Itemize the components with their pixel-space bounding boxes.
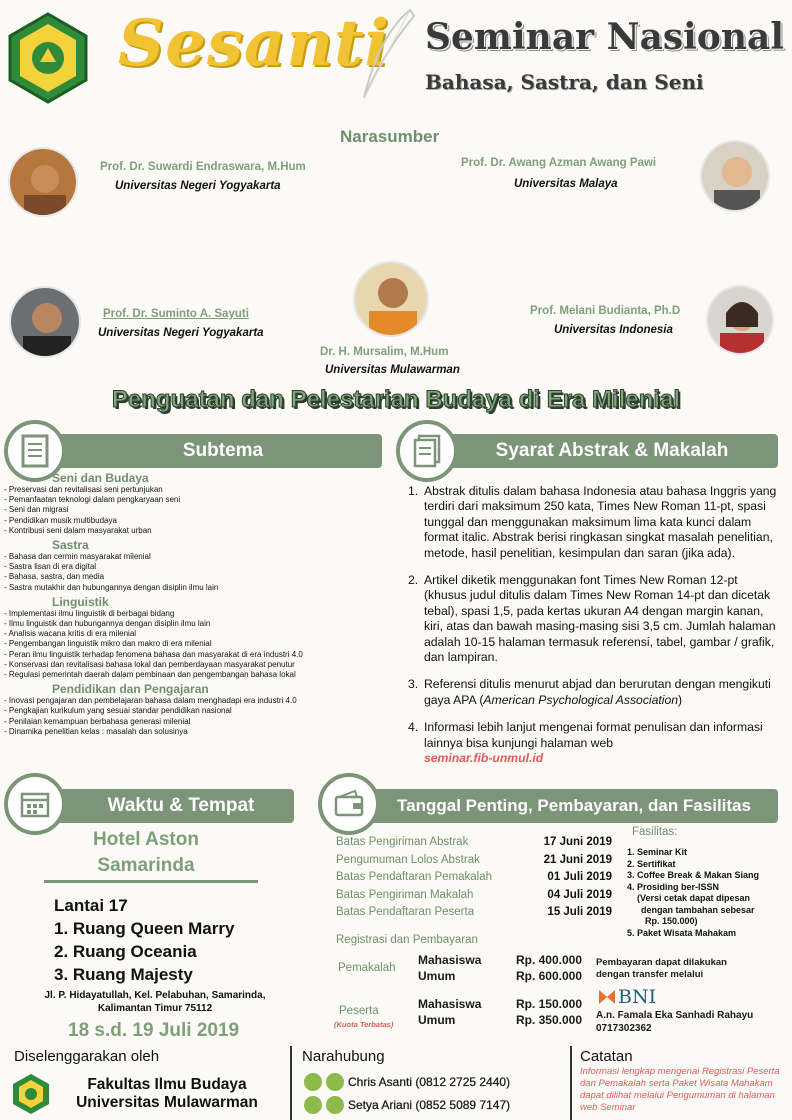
list-item: - Kontribusi seni dalam masyarakat urban xyxy=(4,525,152,535)
subtema-items xyxy=(4,485,390,536)
list-item: - Konservasi dan revitalisasi bahasa lokal dan pemberdayaan masyarakat penutur xyxy=(4,659,295,669)
speaker-university-2: Universitas Malaya xyxy=(514,178,618,190)
whatsapp-icon xyxy=(326,1073,344,1091)
list-item: 4. Prosiding ber-ISSN xyxy=(627,881,720,892)
registration-heading: Registrasi dan Pembayaran xyxy=(336,934,478,946)
address-line-2: Kalimantan Timur 75112 xyxy=(97,1003,213,1014)
speaker-name-3: Prof. Dr. Suminto A. Sayuti xyxy=(103,308,249,320)
seminar-subtitle: Bahasa, Sastra, dan Seni xyxy=(425,70,704,94)
list-item: - Sastra lisan di era digital xyxy=(4,562,97,572)
venue-line-2: Samarinda xyxy=(97,855,195,876)
list-item: - Pemanfaatan teknologi dalam pengkaryaan seni xyxy=(4,495,181,505)
contact-row[interactable] xyxy=(304,1096,510,1114)
payment-line-2: dengan transfer melalui xyxy=(596,969,704,980)
seminar-theme: Penguatan dan Pelestarian Budaya di Era Milenial xyxy=(111,386,681,413)
speaker-name-2: Prof. Dr. Awang Azman Awang Pawi xyxy=(461,157,657,169)
account-number: 0717302362 xyxy=(596,1023,652,1034)
speaker-university-3: Universitas Negeri Yogyakarta xyxy=(98,327,264,339)
speaker-photo-2 xyxy=(700,140,770,212)
list-item: - Inovasi pengajaran dan pembelajaran bahasa dalam menghadapi era industri 4.0 xyxy=(4,696,297,706)
footer-divider xyxy=(570,1046,572,1120)
date-value: 04 Juli 2019 xyxy=(547,888,612,901)
date-label: Batas Pengiriman Abstrak xyxy=(336,836,469,848)
floor-label: Lantai 17 xyxy=(54,896,128,915)
room-item: 1. Ruang Queen Marry xyxy=(54,919,235,938)
list-item: - Bahasa, sastra, dan media xyxy=(4,572,105,582)
speaker-name-4: Dr. H. Mursalim, M.Hum xyxy=(320,346,449,358)
list-item: - Preservasi dan revitalisasi seni pertunjukan xyxy=(4,485,163,494)
date-row xyxy=(336,889,612,907)
item-number: 1. xyxy=(408,484,419,498)
footer-divider xyxy=(290,1046,292,1120)
pemakalah-prices xyxy=(418,952,582,984)
price-row xyxy=(418,996,582,1012)
apa-italic: American Psychological Association xyxy=(483,692,679,707)
list-item xyxy=(408,720,780,766)
price-value: Rp. 150.000 xyxy=(515,997,582,1011)
item-number: 4. xyxy=(408,720,419,735)
contact-heading: Narahubung xyxy=(302,1048,385,1065)
date-label: Batas Pengiriman Makalah xyxy=(336,888,474,901)
organizer-heading: Diselenggarakan oleh xyxy=(14,1048,160,1065)
price-kind: Umum xyxy=(418,969,456,983)
date-label: Batas Pendaftaran Pemakalah xyxy=(336,871,492,883)
list-item: - Pendidikan musik multibudaya xyxy=(4,515,117,525)
phone-icon xyxy=(304,1073,322,1091)
speaker-photo-5 xyxy=(706,285,774,355)
subtema-items xyxy=(4,552,390,593)
quill-icon xyxy=(350,6,420,106)
price-row xyxy=(418,1012,582,1028)
list-item: - Pengembangan linguistik mikro dan makro di era milenial xyxy=(4,639,212,649)
list-item: - Penilaian kemampuan berbahasa generasi milenial xyxy=(4,716,191,726)
room-item: 2. Ruang Oceania xyxy=(54,942,197,961)
catatan-text: Informasi lengkap mengenai Registrasi Peserta dan Pemakalah serta Paket Wisata Mahakam dapat dilihat melalui Pengumuman di halaman web Seminar xyxy=(580,1066,780,1113)
list-item: - Ilmu linguistik dan hubungannya dengan disiplin ilmu lain xyxy=(4,619,211,629)
list-item: - Seni dan migrasi xyxy=(4,505,69,515)
important-dates xyxy=(336,836,612,924)
list-item: - Pengkajian kurikulum yang sesuai standar pendidikan nasional xyxy=(4,706,232,716)
subtema-list xyxy=(4,471,390,737)
account-info xyxy=(596,1009,753,1035)
catatan-heading: Catatan xyxy=(580,1048,633,1065)
item-number: 3. xyxy=(408,677,419,692)
date-value: 15 Juli 2019 xyxy=(547,906,612,918)
list-item: 3. Coffee Break & Makan Siang xyxy=(627,870,760,880)
speaker-photo-3 xyxy=(9,286,81,358)
subtema-heading: Pendidikan dan Pengajaran xyxy=(52,682,209,697)
address-line-1: Jl. P. Hidayatullah, Kel. Pelabuhan, Samarinda, xyxy=(44,990,266,1001)
date-value: 17 Juni 2019 xyxy=(543,836,612,848)
contact-text: Chris Asanti (0812 2725 2440) xyxy=(348,1075,511,1089)
item-text-after: ) xyxy=(678,692,683,707)
list-item: 2. Sertifikat xyxy=(627,858,676,869)
payment-info xyxy=(596,957,727,981)
subtema-heading: Seni dan Budaya xyxy=(52,471,149,485)
event-date: 18 s.d. 19 Juli 2019 xyxy=(68,1020,240,1041)
fasilitas-heading: Fasilitas: xyxy=(632,826,678,838)
contact-list xyxy=(304,1073,510,1114)
list-item xyxy=(408,484,780,561)
faculty-line-1: Fakultas Ilmu Budaya xyxy=(87,1076,247,1093)
pemakalah-label: Pemakalah xyxy=(338,962,396,974)
seminar-title: Seminar Nasional xyxy=(425,16,785,58)
date-row xyxy=(336,836,612,854)
list-item: - Regulasi pemerintah daerah dalam pembinaan dan pengembangan bahasa lokal xyxy=(4,670,296,680)
list-item: 5. Paket Wisata Mahakam xyxy=(627,927,736,938)
speaker-university-1: Universitas Negeri Yogyakarta xyxy=(115,180,281,192)
list-item: - Dinamika penelitian kelas : masalah dan solusinya xyxy=(4,726,188,736)
website-link[interactable]: seminar.fib-unmul.id xyxy=(424,751,544,766)
date-label: Batas Pendaftaran Peserta xyxy=(336,906,475,918)
account-name: A.n. Famala Eka Sanhadi Rahayu xyxy=(596,1010,754,1021)
university-logo xyxy=(4,10,92,106)
whatsapp-icon xyxy=(326,1096,344,1114)
price-kind: Umum xyxy=(418,1013,456,1027)
price-value: Rp. 350.000 xyxy=(515,1013,582,1027)
date-row xyxy=(336,906,612,924)
faculty-logo xyxy=(10,1072,52,1116)
date-row xyxy=(336,854,612,872)
waktu-banner: Waktu & Tempat xyxy=(36,789,294,823)
peserta-prices xyxy=(418,996,582,1028)
speaker-photo-1 xyxy=(8,147,78,217)
bank-logo xyxy=(598,986,656,1008)
item-text xyxy=(424,720,780,766)
list-item xyxy=(408,573,780,665)
list-item: (Versi cetak dapat dipesan xyxy=(637,893,751,903)
item-text-main: Referensi ditulis menurut abjad dan berurutan dengan mengikuti gaya APA ( xyxy=(424,677,771,707)
phone-icon xyxy=(304,1096,322,1114)
wallet-icon xyxy=(318,773,380,835)
payment-line-1: Pembayaran dapat dilakukan xyxy=(596,957,727,968)
list-item: - Analisis wacana kritis di era milenial xyxy=(4,629,137,639)
subtema-heading: Sastra xyxy=(52,538,89,553)
list-item: dengan tambahan sebesar xyxy=(641,904,755,915)
price-row xyxy=(418,968,582,984)
list-item: 1. Seminar Kit xyxy=(627,847,688,857)
syarat-banner: Syarat Abstrak & Makalah xyxy=(426,434,778,468)
bank-name: BNI xyxy=(618,986,657,1008)
item-number: 2. xyxy=(408,573,419,588)
list-item xyxy=(408,677,780,708)
syarat-list xyxy=(408,484,780,779)
date-label: Pengumuman Lolos Abstrak xyxy=(336,853,480,866)
list-item: - Implementasi ilmu linguistik di berbagai bidang xyxy=(4,608,175,618)
item-text: Abstrak ditulis dalam bahasa Indonesia atau bahasa Inggris yang terdiri dari maksimum 250 kata, Times New Roman 11-pt, spasi tunggal dan menggunakan maksimum lima kata kunci dalam format italic. Abstrak berisi ringkasan singkat masalah penelitian, metode, hasil penelitian, kesimpulan dan saran (jika ada). xyxy=(424,484,777,560)
date-value: 01 Juli 2019 xyxy=(547,871,612,883)
subtema-items xyxy=(4,696,390,737)
list-item: Rp. 150.000) xyxy=(645,916,698,926)
price-row xyxy=(418,952,582,968)
speaker-name-5: Prof. Melani Budianta, Ph.D xyxy=(530,305,681,317)
peserta-label: Peserta xyxy=(339,1005,379,1017)
item-text xyxy=(424,677,780,708)
contact-row[interactable] xyxy=(304,1073,510,1091)
speaker-photo-4 xyxy=(353,261,429,337)
subtema-items xyxy=(4,609,390,680)
speaker-university-5: Universitas Indonesia xyxy=(554,324,673,336)
faculty-line-2: Universitas Mulawarman xyxy=(76,1094,258,1111)
list-item: - Bahasa dan cermin masyarakat milenial xyxy=(4,552,151,562)
list-item: - Peran ilmu linguistik terhadap fenomena bahasa dan masyarakat di era industri 4.0 xyxy=(4,649,303,659)
speaker-university-4: Universitas Mulawarman xyxy=(325,364,460,376)
date-row xyxy=(336,871,612,889)
venue-name xyxy=(40,829,252,877)
item-text-main: Informasi lebih lanjut mengenai format penulisan dan informasi lainnya bisa kunjungi halaman web xyxy=(424,720,763,750)
brand-sesanti: Sesanti xyxy=(118,6,390,81)
faculty-name xyxy=(60,1076,274,1112)
fasilitas-list xyxy=(627,847,787,939)
contact-text: Setya Ariani (0852 5089 7147) xyxy=(348,1098,511,1112)
price-kind: Mahasiswa xyxy=(418,953,482,967)
venue-line-1: Hotel Aston xyxy=(93,829,199,850)
rooms-list xyxy=(54,894,234,986)
list-item: - Sastra mutakhir dan hubungannya dengan disiplin ilmu lain xyxy=(4,582,219,592)
calendar-icon xyxy=(4,773,66,835)
price-kind: Mahasiswa xyxy=(418,997,482,1011)
date-value: 21 Juni 2019 xyxy=(543,853,612,866)
paper-stack-icon xyxy=(396,420,458,482)
subtema-banner: Subtema xyxy=(34,434,382,468)
bni-mark-icon xyxy=(598,989,616,1005)
divider xyxy=(44,880,258,883)
price-value: Rp. 400.000 xyxy=(515,953,582,967)
venue-address xyxy=(10,989,300,1015)
tanggal-banner: Tanggal Penting, Pembayaran, dan Fasilitas xyxy=(350,789,778,823)
subtema-heading: Linguistik xyxy=(52,594,109,609)
room-item: 3. Ruang Majesty xyxy=(54,965,193,984)
peserta-note: (Kuota Terbatas) xyxy=(334,1020,394,1029)
speaker-name-1: Prof. Dr. Suwardi Endraswara, M.Hum xyxy=(100,161,306,173)
speakers-heading: Narasumber xyxy=(340,127,440,146)
item-text: Artikel diketik menggunakan font Times New Roman 12-pt (khusus judul ditulis dalam Times New Roman 14-pt dan dicetak tebal), spasi 1,5, pada kertas ukuran A4 dengan margin kanan, kiri, atas dan bawah masing-masing sisi 3,5 cm. Jumlah halaman adalah 10-15 halaman termasuk referensi, tabel, gambar / grafik, dan lampiran. xyxy=(424,573,776,665)
price-value: Rp. 600.000 xyxy=(515,969,582,983)
